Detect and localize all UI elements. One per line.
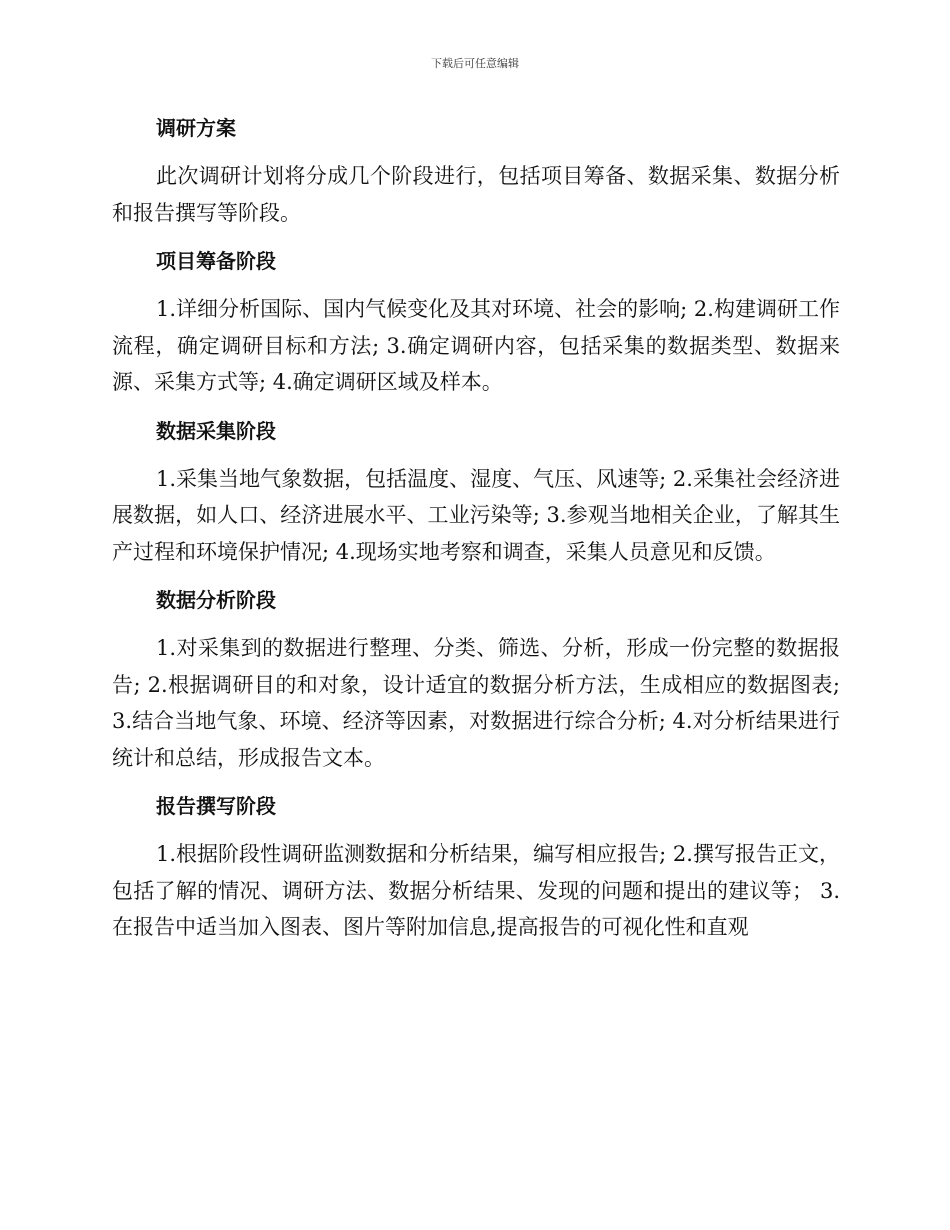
section-heading-preparation: 项目筹备阶段 bbox=[156, 249, 276, 273]
header-note: 下载后可任意编辑 bbox=[431, 57, 519, 70]
document-body bbox=[112, 110, 840, 958]
section-body-data-analysis: 1.对采集到的数据进行整理、分类、筛选、分析，形成一份完整的数据报告; 2.根据调研目的和对象，设计适宜的数据分析方法，生成相应的数据图表; 3.结合当地气象、环境、经济等因素，对数据进行综合分析; 4.对分析结果进行统计和总结，形成报告文本。 bbox=[112, 636, 840, 770]
section-heading-survey-plan: 调研方案 bbox=[156, 116, 236, 140]
section-body-survey-plan: 此次调研计划将分成几个阶段进行，包括项目筹备、数据采集、数据分析和报告撰写等阶段。 bbox=[112, 164, 840, 225]
section-body-data-collection: 1.采集当地气象数据，包括温度、湿度、气压、风速等; 2.采集社会经济进展数据，如人口、经济进展水平、工业污染等; 3.参观当地相关企业，了解其生产过程和环境保护情况; 4.现场实地考察和调查，采集人员意见和反馈。 bbox=[112, 466, 840, 564]
section-heading-data-analysis: 数据分析阶段 bbox=[156, 588, 276, 612]
section-heading-data-collection: 数据采集阶段 bbox=[156, 418, 276, 443]
section-body-preparation: 1.详细分析国际、国内气候变化及其对环境、社会的影响; 2.构建调研工作流程，确定调研目标和方法; 3.确定调研内容，包括采集的数据类型、数据来源、采集方式等; 4.确定调研区域及样本。 bbox=[112, 297, 840, 394]
section-heading-report-writing: 报告撰写阶段 bbox=[156, 794, 276, 818]
section-body-report-writing: 1.根据阶段性调研监测数据和分析结果，编写相应报告; 2.撰写报告正文，包括了解的情况、调研方法、数据分析结果、发现的问题和提出的建议等； 3.在报告中适当加入图表、图片等附加信息,提高报告的可视化性和直观 bbox=[112, 842, 840, 939]
